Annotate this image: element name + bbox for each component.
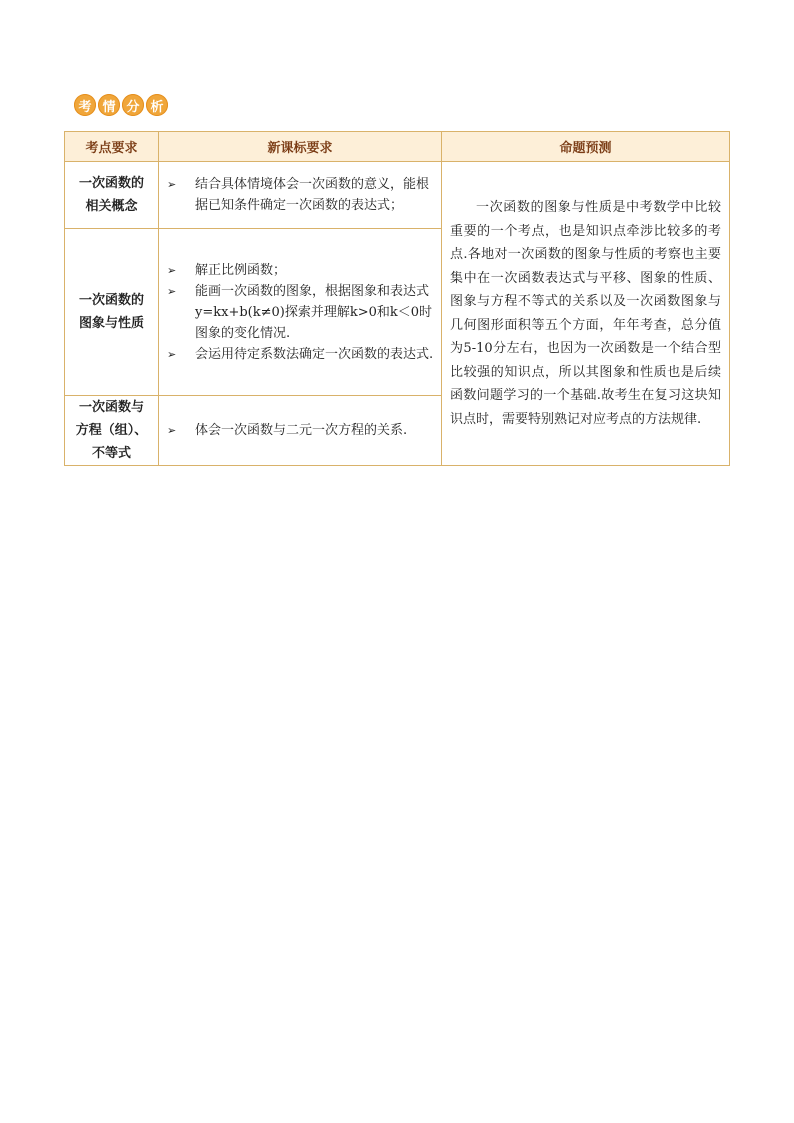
table-row (65, 162, 730, 229)
list-item: ➢ 解正比例函数； (167, 260, 435, 281)
prediction-cell (442, 162, 730, 466)
arrow-bullet-icon: ➢ (167, 347, 177, 361)
badge-char: 情 (98, 94, 120, 116)
topic-label: 一次函数的相关概念 (78, 176, 144, 214)
table-header-row (65, 132, 730, 162)
topic-cell (65, 229, 159, 396)
list-item: ➢ 能画一次函数的图象，根据图象和表达式y=kx+b(k≠0)探索并理解k>0和k＜0时图象的变化情况. (167, 281, 435, 344)
requirements-cell (159, 396, 442, 466)
badge-char: 析 (146, 94, 168, 116)
list-item: ➢ 结合具体情境体会一次函数的意义，能根据已知条件确定一次函数的表达式； (167, 174, 435, 216)
list-item: ➢ 体会一次函数与二元一次方程的关系. (167, 420, 435, 441)
header-topic: 考点要求 (65, 132, 159, 162)
exam-analysis-table (64, 131, 730, 466)
section-badge (74, 94, 168, 116)
header-requirements: 新课标要求 (159, 132, 442, 162)
arrow-bullet-icon: ➢ (167, 178, 177, 191)
list-item: ➢ 会运用待定系数法确定一次函数的表达式. (167, 344, 435, 365)
topic-cell (65, 162, 159, 229)
header-prediction: 命题预测 (442, 132, 730, 162)
topic-label: 一次函数的图象与性质 (78, 293, 144, 331)
requirements-cell (159, 162, 442, 229)
prediction-text: 一次函数的图象与性质是中考数学中比较重要的一个考点，也是知识点牵涉比较多的考点.各地对一次函数的图象与性质的考察也主要集中在一次函数表达式与平移、图象的性质、图象与方程不等式的关系以及一次函数图象与几何图形面积等五个方面，年年考查，总分值为5-10分左右，也因为一次函数是一个结合型比较强的知识点，所以其图象和性质也是后续函数问题学习的一个基础.故考生在复习这块知识点时，需要特别熟记对应考点的方法规律. (450, 200, 721, 427)
badge-char: 考 (74, 94, 96, 116)
badge-char: 分 (122, 94, 144, 116)
topic-cell (65, 396, 159, 466)
topic-label: 一次函数与方程（组）、不等式 (75, 400, 148, 461)
arrow-bullet-icon: ➢ (167, 284, 177, 298)
requirements-cell (159, 229, 442, 396)
arrow-bullet-icon: ➢ (167, 263, 177, 277)
arrow-bullet-icon: ➢ (167, 424, 177, 437)
